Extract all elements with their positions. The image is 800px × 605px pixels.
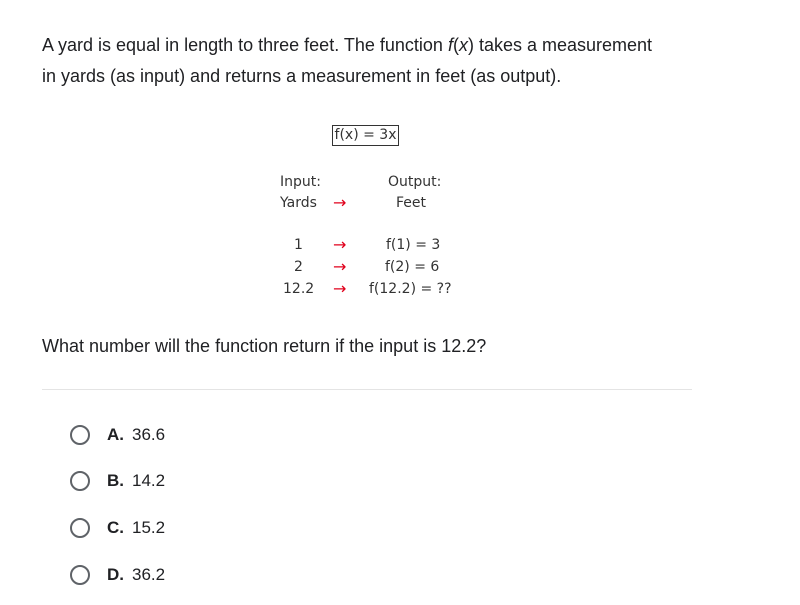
function-paren-open: ( [452, 35, 459, 55]
radio-button-icon[interactable] [70, 471, 90, 491]
divider [42, 389, 692, 390]
function-name: f [447, 35, 453, 55]
choice-letter: B. [107, 471, 124, 490]
choice-a[interactable] [70, 422, 165, 448]
choice-letter: A. [107, 425, 124, 444]
choice-text: 14.2 [132, 471, 166, 490]
choice-c[interactable] [70, 515, 165, 541]
input-header: Input: [280, 174, 321, 190]
row-arrow-1: → [333, 235, 347, 254]
output-value-3: f(12.2) = ?? [369, 281, 452, 297]
input-value-2: 2 [294, 259, 303, 275]
choice-text: 36.6 [132, 425, 166, 444]
header-arrow: → [333, 193, 347, 212]
radio-button-icon[interactable] [70, 425, 90, 445]
row-arrow-3: → [333, 279, 347, 298]
question-line-2: in yards (as input) and returns a measurement in feet (as output). [42, 66, 562, 86]
output-header: Output: [388, 174, 442, 190]
question-line-1-start: A yard is equal in length to three feet. The function [42, 35, 448, 55]
row-arrow-2: → [333, 257, 347, 276]
choice-letter: C. [107, 518, 124, 537]
choice-b[interactable] [70, 468, 165, 494]
function-paren-close: ) [467, 35, 474, 55]
function-variable: x [458, 35, 468, 55]
radio-button-icon[interactable] [70, 518, 90, 538]
choice-letter: D. [107, 565, 124, 584]
question-prompt: What number will the function return if the input is 12.2? [42, 336, 487, 356]
output-value-1: f(1) = 3 [386, 237, 441, 253]
choice-d[interactable] [70, 562, 165, 588]
input-value-3: 12.2 [283, 281, 315, 297]
choice-text: 15.2 [132, 518, 166, 537]
input-unit: Yards [280, 195, 317, 211]
output-unit: Feet [396, 195, 427, 211]
radio-button-icon[interactable] [70, 565, 90, 585]
question-line-1-end: takes a measurement [473, 35, 653, 55]
output-value-2: f(2) = 6 [385, 259, 440, 275]
input-value-1: 1 [294, 237, 303, 253]
choice-text: 36.2 [132, 565, 166, 584]
formula-box: f(x) = 3x [332, 125, 399, 146]
